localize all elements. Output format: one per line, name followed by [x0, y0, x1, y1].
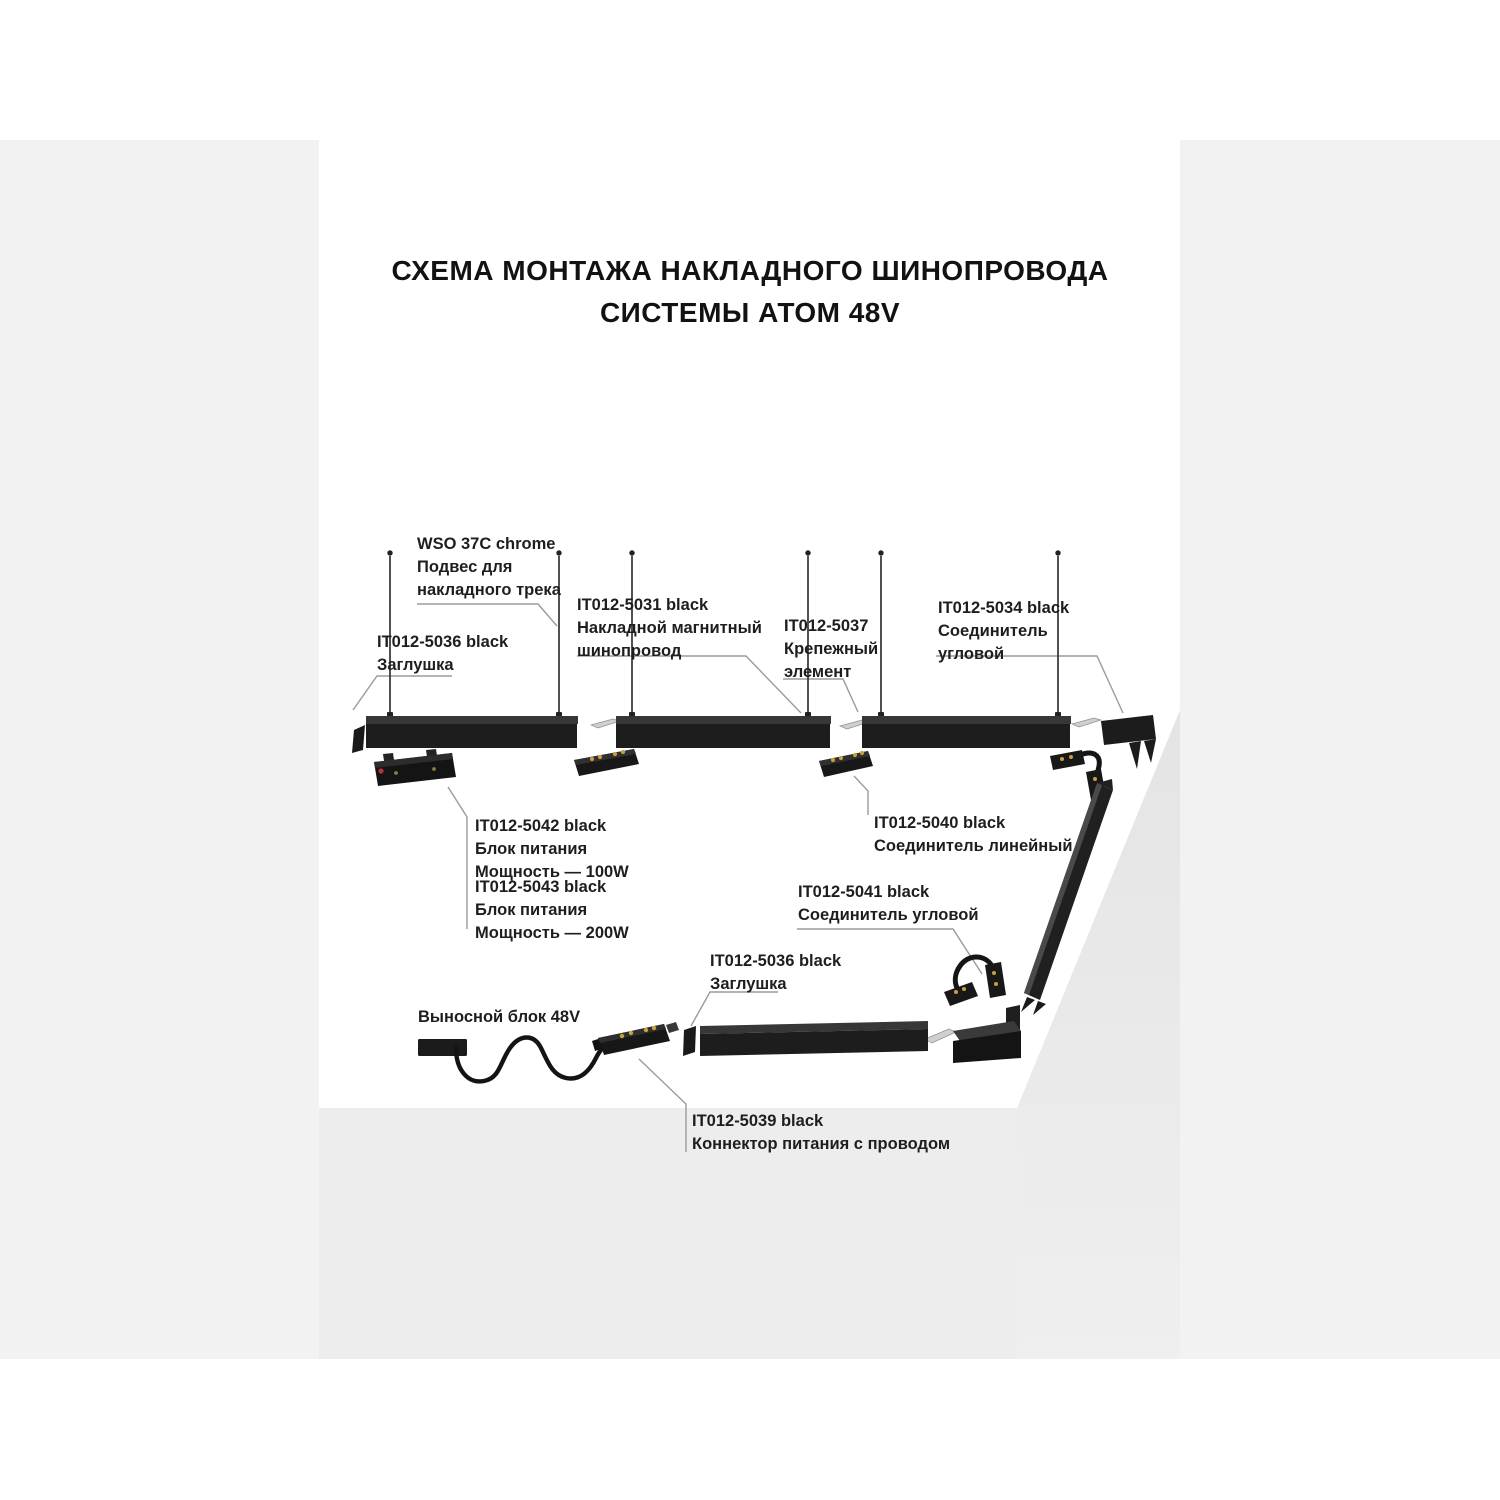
label-line: IT012-5036 black [710, 952, 842, 970]
diagram-title [320, 250, 1180, 334]
label-suspension [417, 533, 561, 602]
label-endcap-bottom [710, 950, 841, 996]
track-segment-1 [366, 716, 578, 748]
label-psu-100w [475, 815, 629, 884]
end-cap-bottom [683, 1026, 696, 1056]
label-track [577, 594, 762, 663]
label-mount [784, 615, 878, 684]
label-line: IT012-5043 black [475, 878, 607, 896]
title-line-2: СИСТЕМЫ АТОМ 48V [599, 297, 901, 328]
label-line: IT012-5034 black [938, 599, 1070, 617]
label-line: Заглушка [377, 656, 454, 674]
label-line: IT012-5040 black [874, 814, 1006, 832]
label-line: накладного трека [417, 581, 561, 599]
label-line: Выносной блок 48V [418, 1008, 581, 1026]
label-line: Блок питания [475, 901, 588, 919]
label-line: Подвес для [417, 558, 513, 576]
label-line: IT012-5041 black [798, 883, 930, 901]
label-endcap-top [377, 631, 508, 677]
label-line: Заглушка [710, 975, 787, 993]
label-line: Мощность — 100W [475, 863, 629, 881]
label-corner-top [938, 597, 1069, 666]
track-segment-2 [616, 716, 831, 748]
label-line: Коннектор питания с проводом [692, 1135, 951, 1153]
label-line: IT012-5031 black [577, 596, 709, 614]
label-linear-connector [874, 812, 1072, 858]
label-line: WSO 37C chrome [417, 535, 556, 553]
label-line: Накладной магнитный [577, 619, 762, 637]
label-line: Мощность — 200W [475, 924, 629, 942]
label-remote-block [418, 1006, 580, 1029]
label-corner-bottom [798, 881, 979, 927]
label-line: шинопровод [577, 642, 682, 660]
label-line: IT012-5042 black [475, 817, 607, 835]
label-line: Соединитель [938, 622, 1048, 640]
track-segment-3 [862, 716, 1071, 748]
label-line: Соединитель линейный [874, 837, 1073, 855]
label-line: IT012-5039 black [692, 1112, 824, 1130]
label-line: Соединитель угловой [798, 906, 979, 924]
label-power-connector [692, 1110, 950, 1156]
label-line: IT012-5037 [784, 617, 869, 635]
psu-indicator [378, 768, 383, 773]
track-segment-bottom [700, 1021, 928, 1056]
label-line: элемент [784, 663, 852, 681]
label-line: угловой [938, 645, 1005, 663]
remote-driver-block [418, 1039, 467, 1056]
label-line: IT012-5036 black [377, 633, 509, 651]
label-line: Блок питания [475, 840, 588, 858]
title-line-1: СХЕМА МОНТАЖА НАКЛАДНОГО ШИНОПРОВОДА [391, 255, 1109, 286]
label-psu-200w [475, 876, 629, 945]
label-line: Крепежный [784, 640, 879, 658]
